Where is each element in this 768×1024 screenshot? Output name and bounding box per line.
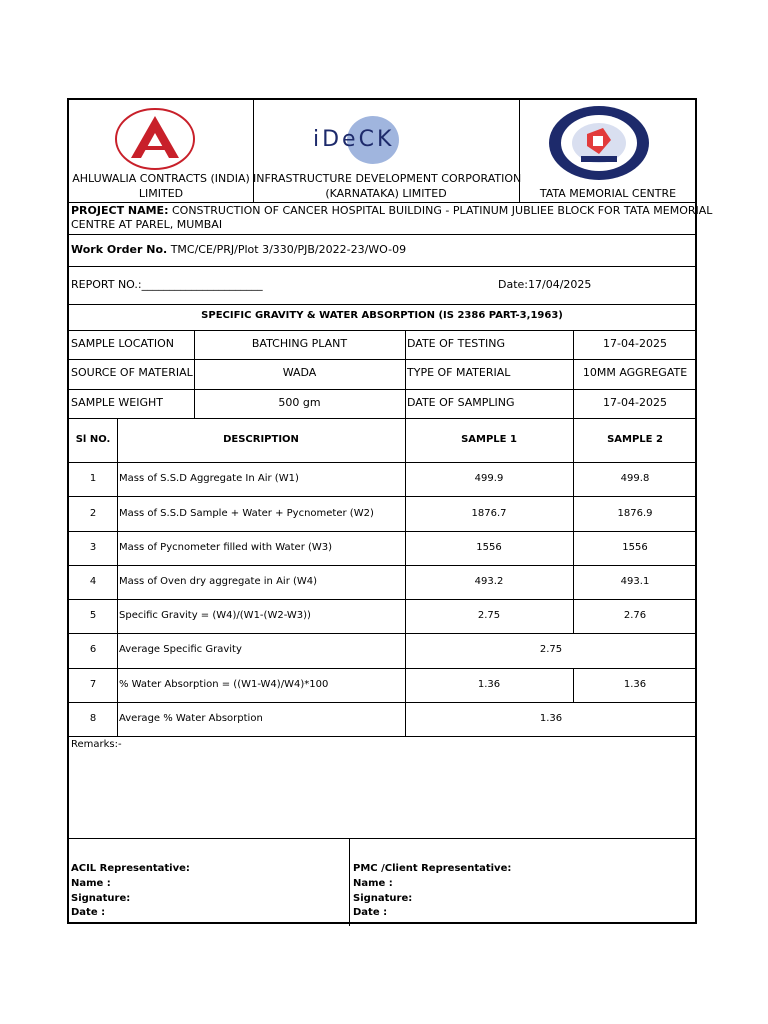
pmc-rep-date: Date : <box>353 907 388 918</box>
row-no: 7 <box>89 679 97 690</box>
row-no: 3 <box>89 542 97 553</box>
report-date: Date:17/04/2025 <box>498 278 592 291</box>
row-description: Average % Water Absorption <box>119 713 263 724</box>
row-sample-1: 493.2 <box>474 576 504 587</box>
info-label-type: TYPE OF MATERIAL <box>407 366 511 379</box>
row-no: 5 <box>89 610 97 621</box>
row-no: 2 <box>89 508 97 519</box>
info-value-sample-location: BATCHING PLANT <box>251 337 348 350</box>
ideck-name-line1: INFRASTRUCTURE DEVELOPMENT CORPORATION <box>253 172 522 185</box>
tata-name: TATA MEMORIAL CENTRE <box>539 187 677 200</box>
info-value-sample-weight: 500 gm <box>278 396 321 409</box>
row-sample-1: 1.36 <box>477 679 501 690</box>
acil-rep-name: Name : <box>71 878 111 889</box>
work-order <box>71 243 406 257</box>
row-no: 1 <box>89 473 97 484</box>
row-sample-2: 1556 <box>622 542 648 553</box>
row-description: Mass of Oven dry aggregate in Air (W4) <box>119 576 318 587</box>
info-value-type: 10MM AGGREGATE <box>582 366 688 379</box>
row-sample-2: 1876.9 <box>617 508 653 519</box>
pmc-rep-name: Name : <box>353 878 393 889</box>
info-label-sample-weight: SAMPLE WEIGHT <box>71 396 163 409</box>
project-value-line1: CONSTRUCTION OF CANCER HOSPITAL BUILDING - PLATINUM JUBLIEE BLOCK FOR TATA MEMORIAL <box>171 204 713 217</box>
row-sample-1: 2.75 <box>477 610 501 621</box>
header-sample-2: SAMPLE 2 <box>607 434 663 445</box>
header-sl-no: Sl NO. <box>75 434 111 445</box>
row-sample-1: 499.9 <box>474 473 504 484</box>
acil-rep-signature: Signature: <box>71 893 131 904</box>
row-no: 8 <box>89 713 97 724</box>
info-label-date-of-testing: DATE OF TESTING <box>407 337 505 350</box>
work-order-label: Work Order No. <box>71 243 168 256</box>
project-value-line2: CENTRE AT PAREL, MUMBAI <box>71 218 223 231</box>
row-no: 6 <box>89 644 97 655</box>
row-description: Mass of S.S.D Sample + Water + Pycnometer (W2) <box>119 508 374 519</box>
project-label: PROJECT NAME: <box>71 204 169 217</box>
row-sample-2: 2.76 <box>623 610 647 621</box>
row-description: Mass of Pycnometer filled with Water (W3) <box>119 542 333 553</box>
acil-logo <box>113 106 197 172</box>
row-merged-value: 2.75 <box>539 644 563 655</box>
row-description: Mass of S.S.D Aggregate In Air (W1) <box>119 473 299 484</box>
report-number: REPORT NO.:______________________ <box>71 278 263 291</box>
row-sample-1: 1876.7 <box>471 508 507 519</box>
row-description: Specific Gravity = (W4)/(W1-(W2-W3)) <box>119 610 311 621</box>
acil-name-line2: LIMITED <box>138 187 184 200</box>
info-value-date-of-testing: 17-04-2025 <box>603 337 667 350</box>
remarks-label: Remarks:- <box>71 739 122 750</box>
test-title: SPECIFIC GRAVITY & WATER ABSORPTION (IS 2386 PART-3,1963) <box>201 310 563 321</box>
row-sample-1: 1556 <box>476 542 502 553</box>
ideck-logo <box>299 106 439 166</box>
info-value-source: WADA <box>282 366 317 379</box>
row-sample-2: 493.1 <box>620 576 650 587</box>
info-label-date-of-sampling: DATE OF SAMPLING <box>407 396 515 409</box>
ideck-logo-text: iDeCK <box>313 127 395 152</box>
row-description: Average Specific Gravity <box>119 644 242 655</box>
info-value-date-of-sampling: 17-04-2025 <box>603 396 667 409</box>
header-description: DESCRIPTION <box>223 434 299 445</box>
row-sample-2: 1.36 <box>623 679 647 690</box>
work-order-value: TMC/CE/PRJ/Plot 3/330/PJB/2022-23/WO-09 <box>170 243 407 256</box>
row-merged-value: 1.36 <box>539 713 563 724</box>
pmc-rep-signature: Signature: <box>353 893 413 904</box>
info-label-sample-location: SAMPLE LOCATION <box>71 337 175 350</box>
pmc-rep-title: PMC /Client Representative: <box>353 863 512 874</box>
ideck-name-line2: (KARNATAKA) LIMITED <box>325 187 447 200</box>
tata-memorial-logo <box>547 104 651 182</box>
row-sample-2: 499.8 <box>620 473 650 484</box>
header-sample-1: SAMPLE 1 <box>461 434 517 445</box>
acil-rep-title: ACIL Representative: <box>71 863 190 874</box>
info-label-source: SOURCE OF MATERIAL <box>71 366 193 379</box>
acil-rep-date: Date : <box>71 907 106 918</box>
row-description: % Water Absorption = ((W1-W4)/W4)*100 <box>119 679 329 690</box>
project-line1 <box>71 204 712 218</box>
acil-name-line1: AHLUWALIA CONTRACTS (INDIA) <box>72 172 250 185</box>
test-report-sheet <box>67 98 713 924</box>
row-no: 4 <box>89 576 97 587</box>
